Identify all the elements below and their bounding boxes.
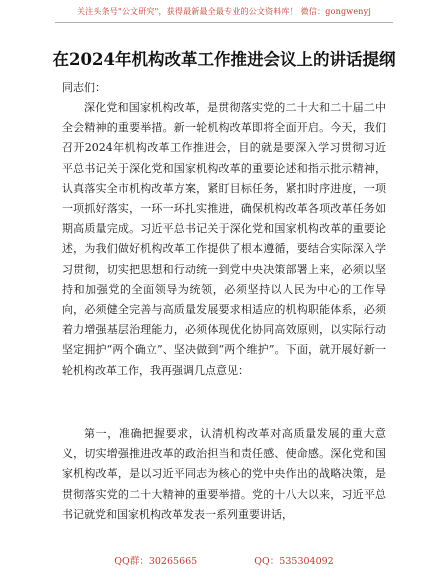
footer-qq: QQ：535304092 [254,556,334,567]
header-note: 关注头条号"公文研究"，获得最新最全最专业的公文资料库！ 微信：gongwenyj [76,7,372,16]
footer [0,553,448,567]
paragraph-2: 第一，准确把握要求，认清机构改革对高质量发展的重大意义，切实增强推进改革的政治担当和责任感、使命感。深化党和国家机构改革，是以习近平同志为核心的党中央作出的战略决策，是贯彻落实党的二十大精神的重要举措。党的十八大以来，习近平总书记就党和国家机构改革发表一系列重要讲话， [62,427,386,521]
paragraph-1: 深化党和国家机构改革，是贯彻落实党的二十大和二十届二中全会精神的重要举措。新一轮机构改革即将全面开启。今天，我们召开2024年机构改革工作推进会，目的就是要深入学习贯彻习近平总书记关于深化党和国家机构改革的重要论述和指示批示精神，认真落实全市机构改革方案，紧盯目标任务，紧扣时序进度，一项一项抓好落实，一环一环扎实推进，确保机构改革各项改革任务如期高质量完成。习近平总书记关于深化党和国家机构改革的重要论述，为我们做好机构改革工作提供了根本遵循，要结合实际深入学习贯彻，切实把思想和行动统一到党中央决策部署上来，必须以坚持和加强党的全面领导为统领，必须坚持以人民为中心的工作导向，必须健全完善与高质量发展要求相适应的机构职能体系，必须着力增强基层治理能力，必须体现优化协同高效原则，以实际行动坚定拥护“两个确立”、坚决做到“两个维护”。下面，就开展好新一轮机构改革工作，我再强调几点意见： [62,101,386,377]
document-title: 在2024年机构改革工作推进会议上的讲话提纲 [52,50,396,69]
salutation: 同志们： [62,81,106,94]
header-divider [55,22,393,23]
footer-qq-group: QQ群：30265665 [114,556,198,567]
